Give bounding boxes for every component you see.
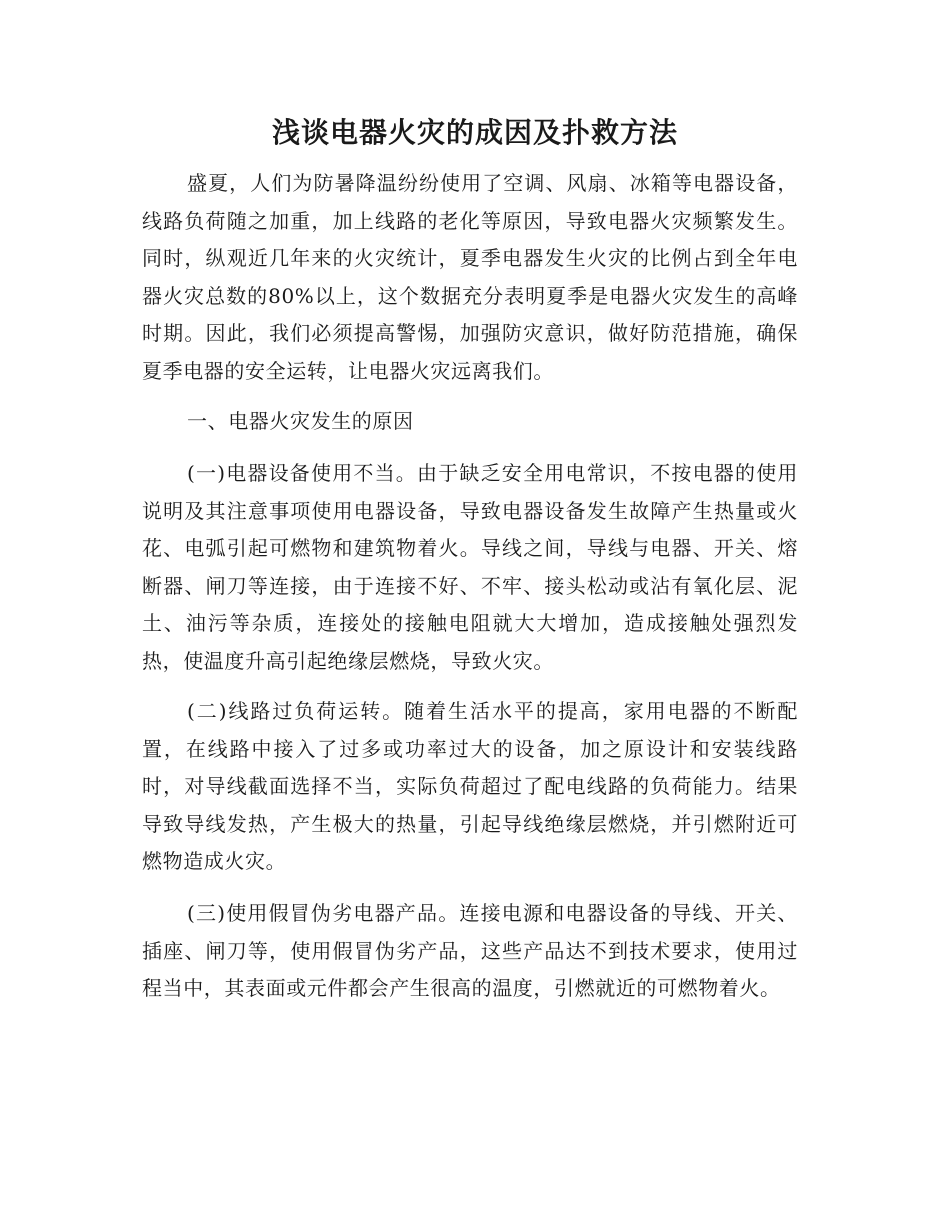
cause-paragraph-2: (二)线路过负荷运转。随着生活水平的提高，家用电器的不断配置，在线路中接入了过多或功率过大的设备，加之原设计和安装线路时，对导线截面选择不当，实际负荷超过了配电线路的负荷能力。结果导致导线发热，产生极大的热量，引起导线绝缘层燃烧，并引燃附近可燃物造成火灾。 xyxy=(142,699,798,874)
cause-paragraph-1: (一)电器设备使用不当。由于缺乏安全用电常识，不按电器的使用说明及其注意事项使用电器设备，导致电器设备发生故障产生热量或火花、电弧引起可燃物和建筑物着火。导线之间，导线与电器、开关、熔断器、闸刀等连接，由于连接不好、不牢、接头松动或沾有氧化层、泥土、油污等杂质，连接处的接触电阻就大大增加，造成接触处强烈发热，使温度升高引起绝缘层燃烧，导致火灾。 xyxy=(142,461,798,673)
document-title: 浅谈电器火灾的成因及扑救方法 xyxy=(271,116,678,149)
cause-paragraph-3: (三)使用假冒伪劣电器产品。连接电源和电器设备的导线、开关、插座、闸刀等，使用假冒伪劣产品，这些产品达不到技术要求，使用过程当中，其表面或元件都会产生很高的温度，引燃就近的可燃物着火。 xyxy=(142,901,798,1001)
intro-paragraph: 盛夏，人们为防暑降温纷纷使用了空调、风扇、冰箱等电器设备，线路负荷随之加重，加上线路的老化等原因，导致电器火灾频繁发生。同时，纵观近几年来的火灾统计，夏季电器发生火灾的比例占到全年电器火灾总数的80%以上，这个数据充分表明夏季是电器火灾发生的高峰时期。因此，我们必须提高警惕，加强防灾意识，做好防范措施，确保夏季电器的安全运转，让电器火灾远离我们。 xyxy=(142,171,798,383)
section-heading: 一、电器火灾发生的原因 xyxy=(187,409,414,433)
